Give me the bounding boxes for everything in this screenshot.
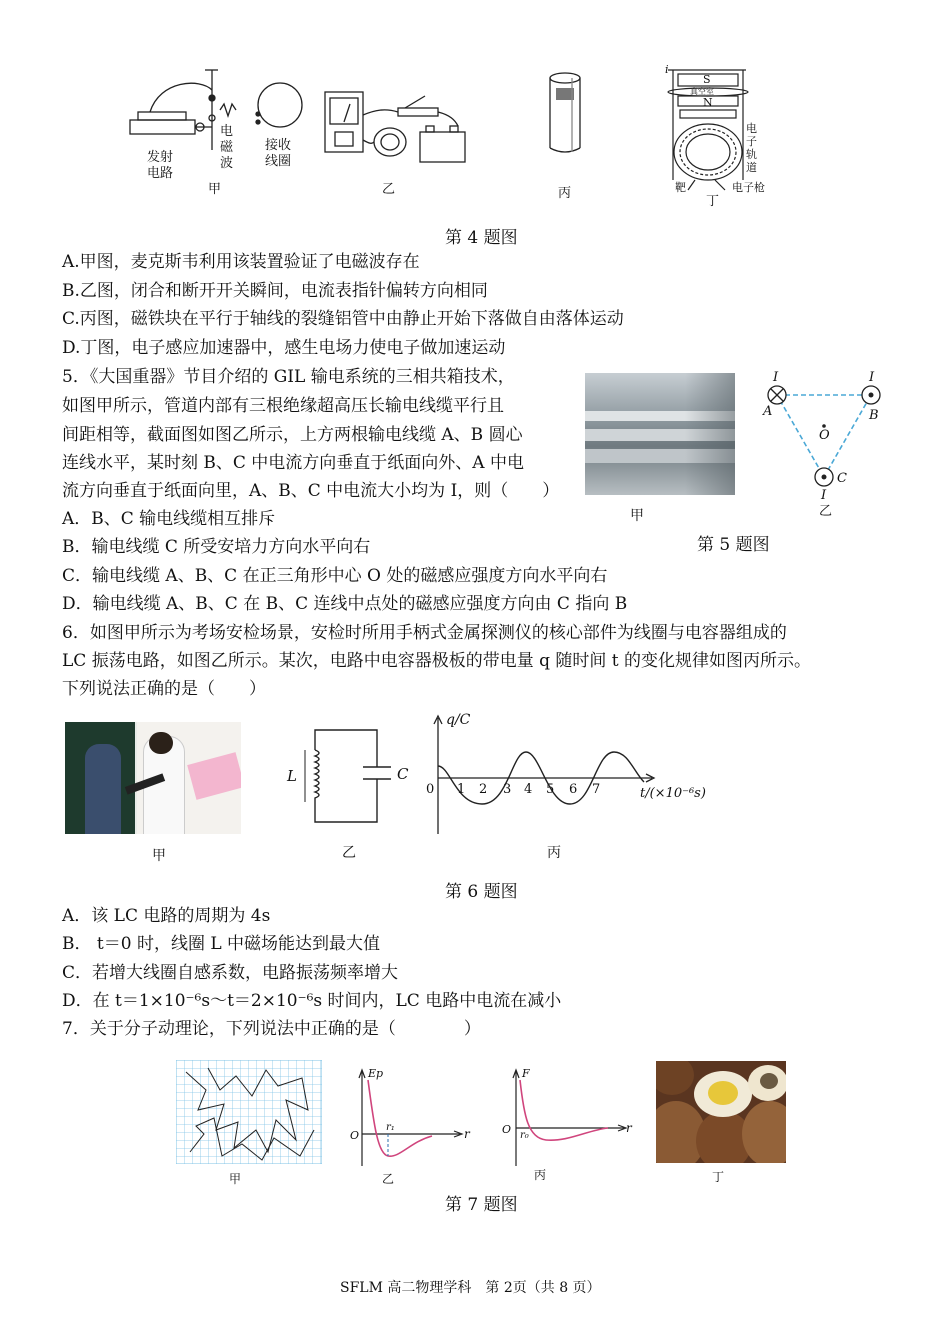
q4-option-d: D.丁图，电子感应加速器中，感生电场力使电子做加速运动 xyxy=(62,338,506,358)
q4-ding-n-label: N xyxy=(703,96,713,109)
q4-caption: 第 4 题图 xyxy=(445,228,518,248)
q4-receive-text-1: 接收 xyxy=(264,138,291,153)
q6-graph-t-axis-label: t/(×10⁻⁶s) xyxy=(640,786,706,801)
q5-stem-line-4: 连线水平，某时刻 B、C 中电流方向垂直于纸面向外、A 中电 xyxy=(62,453,524,473)
q4-orbit-text-1: 电 xyxy=(746,122,757,135)
q4-transmit-text-1: 发射 xyxy=(146,150,173,165)
q5-label-b: B xyxy=(869,408,879,423)
q5-label-yi: 乙 xyxy=(819,504,833,519)
q5-stem-line-1: 5．《大国重器》节目介绍的 GIL 输电系统的三相共箱技术， xyxy=(62,367,515,387)
q7-eggs-photo xyxy=(656,1061,786,1163)
q4-ding-label: 丁 xyxy=(706,194,720,209)
q4-orbit-text-3: 轨 xyxy=(746,148,757,161)
q5-triangle-figure xyxy=(755,370,895,520)
q5-stem-line-2: 如图甲所示，管道内部有三根绝缘超高压长输电线缆平行且 xyxy=(62,396,504,416)
q6-stem-line-2: LC 振荡电路，如图乙所示。某次，电路中电容器极板的带电量 q 随时间 t 的变化规律如图丙所示。 xyxy=(62,651,812,671)
q6-label-l: L xyxy=(287,767,297,785)
q5-option-c: C．输电线缆 A、B、C 在正三角形中心 O 处的磁感应强度方向水平向右 xyxy=(62,566,608,586)
q7-f-r-axis-label: r xyxy=(626,1121,632,1135)
q6-graph-tick-4: 4 xyxy=(524,782,533,797)
q4-jia-label: 甲 xyxy=(208,182,222,197)
q4-ding-target-label: 靶 xyxy=(675,181,686,194)
q7-brownian-motion-figure xyxy=(176,1060,322,1164)
q6-graph-tick-1: 1 xyxy=(457,782,466,797)
q6-graph-bing-label: 丙 xyxy=(547,845,561,861)
q4-ding-vacuum-label: 真空室 xyxy=(690,87,714,96)
q7-caption: 第 7 题图 xyxy=(445,1195,518,1215)
q6-option-c: C．若增大线圈自感系数，电路振荡频率增大 xyxy=(62,963,399,983)
q5-stem-line-5: 流方向垂直于纸面向里，A、B、C 中电流大小均为 I，则（ ） xyxy=(62,481,560,501)
q6-option-d: D．在 t＝1×10⁻⁶s～t＝2×10⁻⁶s 时间内，LC 电路中电流在减小 xyxy=(62,991,562,1011)
q4-receive-text-2: 线圈 xyxy=(264,154,291,169)
q5-label-i-a: I xyxy=(773,370,779,385)
q4-option-c: C.丙图，磁铁块在平行于轴线的裂缝铝管中由静止开始下落做自由落体运动 xyxy=(62,309,624,329)
q7-brownian-drawing xyxy=(176,1060,322,1164)
q6-graph-tick-2: 2 xyxy=(479,782,488,797)
q6-stem-line-1: 6．如图甲所示为考场安检场景，安检时所用手柄式金属探测仪的核心部件为线圈与电容器组成的 xyxy=(62,623,787,643)
q6-security-check-photo xyxy=(65,722,241,834)
q4-option-b: B.乙图，闭合和断开开关瞬间，电流表指针偏转方向相同 xyxy=(62,281,488,301)
q6-q-t-graph xyxy=(420,712,720,838)
q6-graph-origin-label: 0 xyxy=(426,782,435,797)
q6-stem-line-3: 下列说法正确的是（ ） xyxy=(62,679,266,699)
q4-wave-text-2: 磁 xyxy=(220,140,234,155)
q6-graph-tick-3: 3 xyxy=(503,782,512,797)
q6-graph-q-axis-label: q/C xyxy=(446,712,471,728)
q7-ep-r-axis-label: r xyxy=(464,1127,470,1141)
q7-f-r-graph xyxy=(498,1066,638,1170)
q5-photo-jia-label: 甲 xyxy=(630,508,644,524)
q5-tunnel-photo xyxy=(585,373,735,495)
q4-ding-gun-label: 电子枪 xyxy=(732,181,765,194)
q5-label-i-c: I xyxy=(821,488,827,503)
q4-jia-transmit-label xyxy=(142,150,178,182)
q4-option-a: A.甲图，麦克斯韦利用该装置验证了电磁波存在 xyxy=(62,252,420,272)
q7-yi-label: 乙 xyxy=(382,1172,395,1186)
q4-jia-receive-label xyxy=(260,138,296,170)
q4-wave-text-3: 波 xyxy=(220,156,234,171)
q6-circuit-yi-label: 乙 xyxy=(342,845,356,861)
q5-caption: 第 5 题图 xyxy=(697,535,770,555)
q5-label-o: O xyxy=(819,428,830,443)
q4-bing-label: 丙 xyxy=(558,186,572,201)
q5-option-d: D．输电线缆 A、B、C 在 B、C 连线中点处的磁感应强度方向由 C 指向 B xyxy=(62,594,628,614)
q5-label-a: A xyxy=(763,404,773,419)
q5-stem-line-3: 间距相等，截面图如图乙所示，上方两根输电线缆 A、B 圆心 xyxy=(62,425,523,445)
q6-caption: 第 6 题图 xyxy=(445,882,518,902)
q6-label-c: C xyxy=(397,765,409,783)
q6-photo-jia-label: 甲 xyxy=(152,848,166,864)
q4-ding-s-label: S xyxy=(703,73,711,86)
q4-figure xyxy=(120,60,800,210)
q7-stem: 7．关于分子动理论，下列说法中正确的是（ ） xyxy=(62,1019,481,1039)
q4-orbit-text-4: 道 xyxy=(746,161,757,174)
q6-option-b: B． t＝0 时，线圈 L 中磁场能达到最大值 xyxy=(62,934,381,954)
q7-ding-label: 丁 xyxy=(712,1170,725,1184)
q7-f-r-drawing xyxy=(498,1066,638,1170)
q4-ding-orbit-label xyxy=(746,122,757,174)
q5-label-i-b: I xyxy=(869,370,875,385)
q7-ep-r1-label: r₁ xyxy=(386,1122,395,1133)
q6-option-a: A．该 LC 电路的周期为 4s xyxy=(62,906,271,926)
page-footer: SFLM 高二物理学科 第 2页（共 8 页） xyxy=(340,1280,601,1296)
q7-f-axis-label: F xyxy=(522,1067,530,1080)
q6-lc-circuit-drawing xyxy=(285,722,415,834)
q7-ep-r-graph xyxy=(348,1066,478,1170)
q6-graph-tick-5: 5 xyxy=(546,782,555,797)
q4-orbit-text-2: 子 xyxy=(746,135,757,148)
q7-bing-label: 丙 xyxy=(534,1168,547,1182)
q4-jia-wave-label xyxy=(220,124,236,172)
q6-lc-circuit xyxy=(285,722,415,834)
q5-label-c: C xyxy=(837,471,847,486)
q7-ep-origin-label: O xyxy=(350,1129,360,1142)
q7-jia-label: 甲 xyxy=(229,1172,242,1186)
q4-yi-label: 乙 xyxy=(382,182,396,197)
q4-ding-i-label: i xyxy=(665,63,669,76)
q7-f-r0-label: r₀ xyxy=(520,1130,529,1141)
q5-option-a: A．B、C 输电线缆相互排斥 xyxy=(62,509,276,529)
q7-ep-axis-label: Ep xyxy=(368,1067,384,1080)
q4-transmit-text-2: 电路 xyxy=(146,166,173,181)
q4-wave-text-1: 电 xyxy=(220,124,234,139)
q6-graph-tick-6: 6 xyxy=(569,782,578,797)
q5-option-b: B．输电线缆 C 所受安培力方向水平向右 xyxy=(62,537,371,557)
q6-graph-tick-7: 7 xyxy=(592,782,601,797)
q7-f-origin-label: O xyxy=(502,1123,512,1136)
q6-q-t-graph-drawing xyxy=(420,712,720,838)
